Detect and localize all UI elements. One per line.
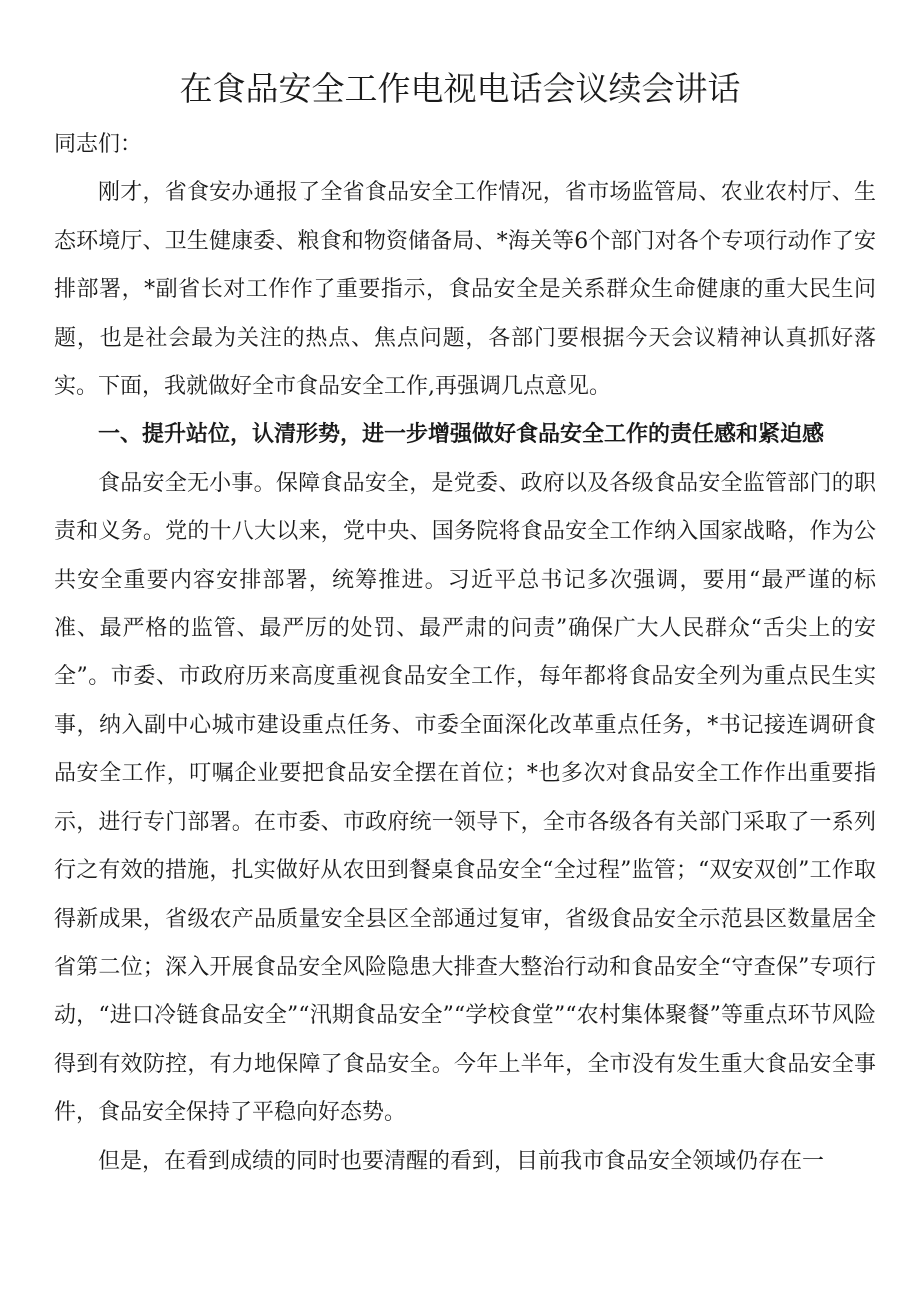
paragraph-section1-main: 食品安全无小事。保障食品安全，是党委、政府以及各级食品安全监管部门的职责和义务。党的十八大以来，党中央、国务院将食品安全工作纳入国家战略，作为公共安全重要内容安排部署，统筹推进。习近平总书记多次强调，要用“最严谨的标准、最严格的监管、最严厉的处罚、最严肃的问责”确保广大人民群众“舌尖上的安全”。市委、市政府历来高度重视食品安全工作，每年都将食品安全列为重点民生实事，纳入副中心城市建设重点任务、市委全面深化改革重点任务，*书记接连调研食品安全工作，叮嘱企业要把食品安全摆在首位；*也多次对食品安全工作作出重要指示，进行专门部署。在市委、市政府统一领导下，全市各级各有关部门采取了一系列行之有效的措施，扎实做好从农田到餐桌食品安全“全过程”监管；“双安双创”工作取得新成果，省级农产品质量安全县区全部通过复审，省级食品安全示范县区数量居全省第二位；深入开展食品安全风险隐患大排查大整治行动和食品安全“守查保”专项行动，“进口冷链食品安全”“汛期食品安全”“学校食堂”“农村集体聚餐”等重点环节风险得到有效防控，有力地保障了食品安全。今年上半年，全市没有发生重大食品安全事件，食品安全保持了平稳向好态势。 bbox=[54, 470, 876, 1126]
section-heading-1: 一、提升站位，认清形势，进一步增强做好食品安全工作的责任感和紧迫感 bbox=[98, 422, 825, 448]
paragraph-intro: 刚才，省食安办通报了全省食品安全工作情况，省市场监管局、农业农村厅、生态环境厅、卫生健康委、粮食和物资储备局、*海关等6个部门对各个专项行动作了安排部署，*副省长对工作作了重要指示，食品安全是关系群众生命健康的重大民生问题，也是社会最为关注的热点、焦点问题，各部门要根据今天会议精神认真抓好落实。下面，我就做好全市食品安全工作,再强调几点意见。 bbox=[54, 180, 876, 400]
document-body bbox=[54, 121, 876, 1186]
document-title: 在食品安全工作电视电话会议续会讲话 bbox=[179, 69, 741, 108]
paragraph-section1-continued: 但是，在看到成绩的同时也要清醒的看到，目前我市食品安全领域仍存在一 bbox=[98, 1148, 825, 1174]
salutation: 同志们： bbox=[54, 132, 143, 157]
